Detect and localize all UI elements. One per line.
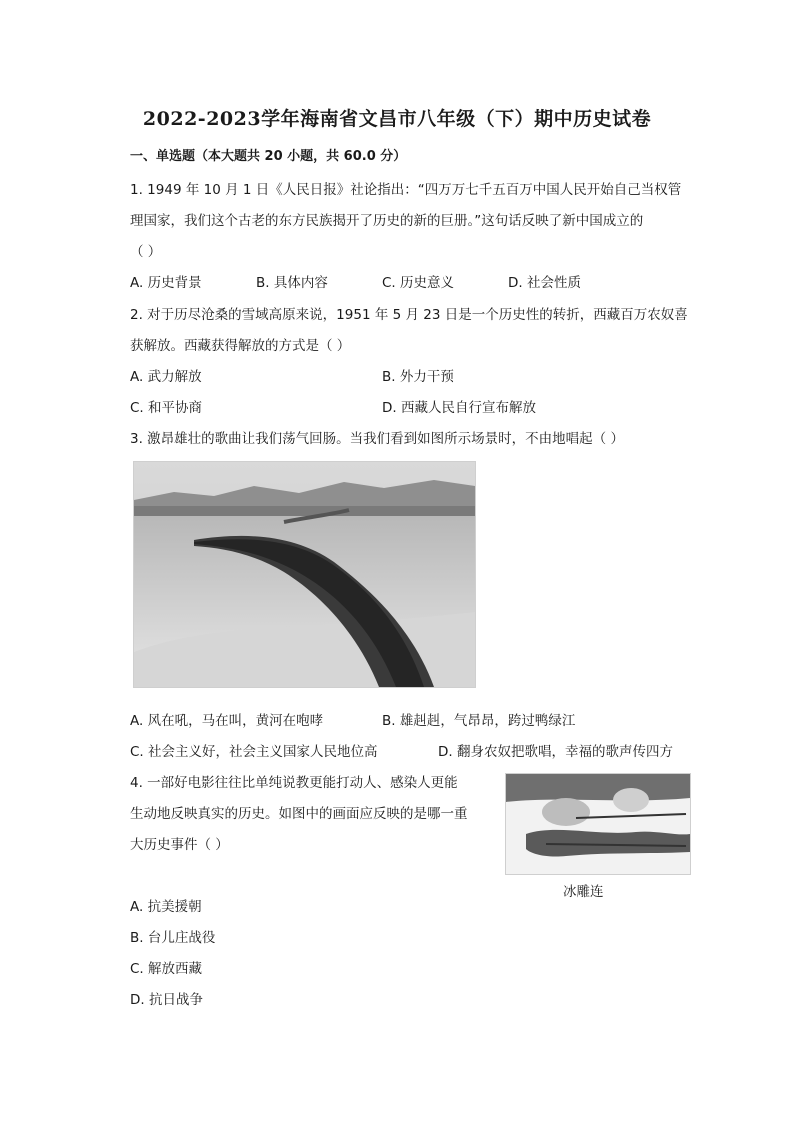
q1-option-b[interactable]: B. 具体内容	[256, 275, 328, 291]
photo-caption: 冰雕连	[563, 884, 604, 900]
q3-option-c[interactable]: C. 社会主义好，社会主义国家人民地位高	[130, 744, 378, 760]
q3-option-b[interactable]: B. 雄赳赳，气昂昂，跨过鸭绿江	[382, 713, 576, 729]
q1-line-2: 理国家，我们这个古老的东方民族揭开了历史的新的巨册。”这句话反映了新中国成立的	[130, 213, 644, 229]
q2-line-2: 获解放。西藏获得解放的方式是（ ）	[130, 338, 351, 354]
troops-crossing-river-photo	[133, 461, 476, 688]
q2-line-1: 2. 对于历尽沧桑的雪域高原来说，1951 年 5 月 23 日是一个历史性的转折，西藏百万农奴喜	[130, 307, 688, 323]
q1-option-c[interactable]: C. 历史意义	[382, 275, 455, 291]
q2-option-d[interactable]: D. 西藏人民自行宣布解放	[382, 400, 536, 416]
q3-option-d[interactable]: D. 翻身农奴把歌唱，幸福的歌声传四方	[438, 744, 673, 760]
section-heading: 一、单选题（本大题共 20 小题，共 60.0 分）	[130, 149, 407, 164]
q2-option-a[interactable]: A. 武力解放	[130, 369, 202, 385]
q4-line-1: 4. 一部好电影往往比单纯说教更能打动人、感染人更能	[130, 775, 458, 791]
q3-line-1: 3. 激昂雄壮的歌曲让我们荡气回肠。当我们看到如图所示场景时，不由地唱起（ ）	[130, 431, 624, 447]
q4-line-3: 大历史事件（ ）	[130, 837, 229, 853]
q1-line-1: 1. 1949 年 10 月 1 日《人民日报》社论指出：“四万万七千五百万中国人民开始自己当权管	[130, 182, 682, 198]
q1-option-a[interactable]: A. 历史背景	[130, 275, 202, 291]
q1-option-d[interactable]: D. 社会性质	[508, 275, 581, 291]
q4-option-a[interactable]: A. 抗美援朝	[130, 899, 202, 915]
q1-line-3: （ ）	[130, 244, 162, 260]
q4-option-d[interactable]: D. 抗日战争	[130, 992, 203, 1008]
ice-sculpture-company-photo	[505, 773, 691, 875]
page-title: 2022-2023学年海南省文昌市八年级（下）期中历史试卷	[142, 108, 652, 130]
q2-option-c[interactable]: C. 和平协商	[130, 400, 203, 416]
q4-line-2: 生动地反映真实的历史。如图中的画面应反映的是哪一重	[130, 806, 468, 822]
q4-option-b[interactable]: B. 台儿庄战役	[130, 930, 216, 946]
q4-option-c[interactable]: C. 解放西藏	[130, 961, 203, 977]
q3-option-a[interactable]: A. 风在吼，马在叫，黄河在咆哮	[130, 713, 324, 729]
q2-option-b[interactable]: B. 外力干预	[382, 369, 454, 385]
